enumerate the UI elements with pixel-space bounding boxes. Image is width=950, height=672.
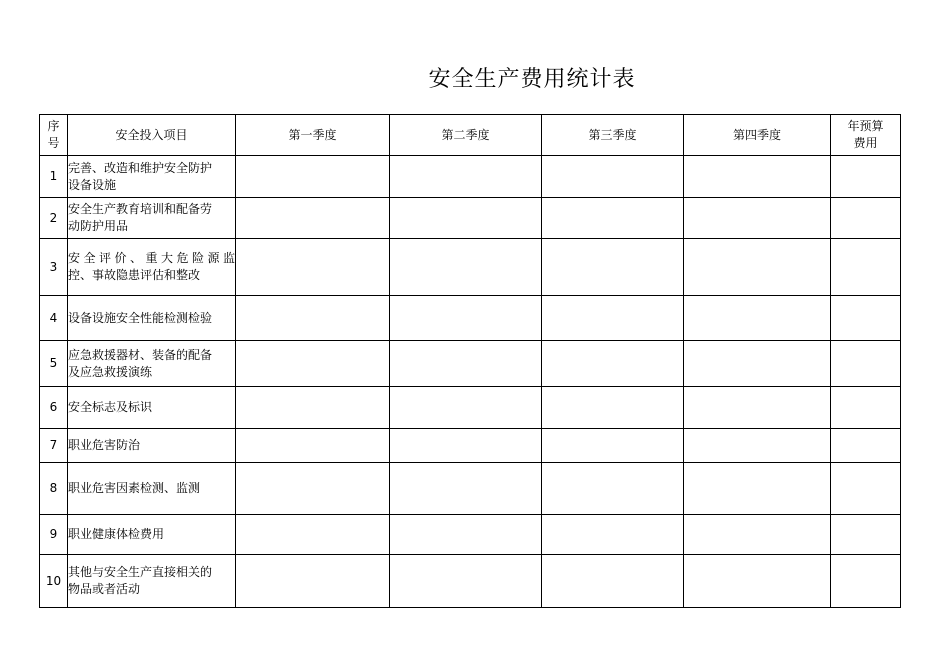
table-row: [40, 156, 901, 198]
header-annual-budget: [831, 115, 901, 156]
header-seq-line: 序: [47, 119, 60, 133]
cell-q4[interactable]: [684, 429, 831, 463]
cell-q1[interactable]: [236, 239, 390, 296]
cell-q4[interactable]: [684, 156, 831, 198]
cell-q2[interactable]: [390, 387, 542, 429]
cell-annual[interactable]: [831, 198, 901, 239]
header-annual-line: 年预算: [847, 119, 884, 133]
cell-q4[interactable]: [684, 387, 831, 429]
row-item-line: 应急救援器材、装备的配备: [68, 347, 213, 362]
cell-q2[interactable]: [390, 341, 542, 387]
cell-q1[interactable]: [236, 296, 390, 341]
cell-q1[interactable]: [236, 156, 390, 198]
row-seq: 8: [40, 463, 68, 515]
row-item: [68, 429, 236, 463]
cell-q4[interactable]: [684, 296, 831, 341]
table-header-row: [40, 115, 901, 156]
row-seq: 7: [40, 429, 68, 463]
header-q2: 第二季度: [390, 115, 542, 156]
cell-q1[interactable]: [236, 463, 390, 515]
cell-q2[interactable]: [390, 239, 542, 296]
cell-annual[interactable]: [831, 341, 901, 387]
header-seq: [40, 115, 68, 156]
header-item: 安全投入项目: [68, 115, 236, 156]
cost-statistics-table: [39, 114, 901, 608]
cell-q3[interactable]: [542, 515, 684, 555]
row-seq: 5: [40, 341, 68, 387]
cell-q1[interactable]: [236, 387, 390, 429]
row-item: [68, 296, 236, 341]
cell-q2[interactable]: [390, 555, 542, 608]
cell-q3[interactable]: [542, 463, 684, 515]
row-item-line: 控、事故隐患评估和整改: [68, 268, 201, 282]
page-title: 安全生产费用统计表: [428, 67, 636, 92]
table-row: [40, 239, 901, 296]
table-row: [40, 463, 901, 515]
cell-annual[interactable]: [831, 429, 901, 463]
cell-q3[interactable]: [542, 296, 684, 341]
row-item: [68, 515, 236, 555]
row-seq: 4: [40, 296, 68, 341]
row-item-line: 安全生产教育培训和配备劳: [68, 202, 213, 216]
row-item-line: 设备设施安全性能检测检验: [68, 310, 213, 325]
cell-annual[interactable]: [831, 156, 901, 198]
cell-q3[interactable]: [542, 239, 684, 296]
row-item: [68, 463, 236, 515]
row-item-line: 物品或者活动: [68, 582, 141, 596]
row-item-line: 设备设施: [68, 177, 117, 192]
cell-q4[interactable]: [684, 515, 831, 555]
cell-q2[interactable]: [390, 156, 542, 198]
row-item: [68, 156, 236, 198]
row-item-line: 其他与安全生产直接相关的: [68, 565, 213, 579]
row-item-line: 及应急救援演练: [68, 364, 153, 379]
header-q1: 第一季度: [236, 115, 390, 156]
row-item: [68, 198, 236, 239]
table-row: [40, 198, 901, 239]
cell-q2[interactable]: [390, 198, 542, 239]
header-annual-line: 费用: [853, 136, 878, 150]
cell-q3[interactable]: [542, 156, 684, 198]
row-seq: 9: [40, 515, 68, 555]
cell-q4[interactable]: [684, 239, 831, 296]
header-q3: 第三季度: [542, 115, 684, 156]
row-item: [68, 555, 236, 608]
table-row: [40, 296, 901, 341]
cell-q4[interactable]: [684, 198, 831, 239]
cell-q3[interactable]: [542, 341, 684, 387]
table-row: [40, 387, 901, 429]
row-seq: 2: [40, 198, 68, 239]
cell-q3[interactable]: [542, 387, 684, 429]
row-seq: 10: [40, 555, 68, 608]
row-seq: 6: [40, 387, 68, 429]
row-item-line: 职业健康体检费用: [68, 527, 165, 541]
row-item-line: 安全评价、重大危险源监: [68, 251, 235, 265]
row-item: [68, 239, 236, 296]
cell-q1[interactable]: [236, 515, 390, 555]
table-row: [40, 555, 901, 608]
cell-q1[interactable]: [236, 429, 390, 463]
table-row: [40, 515, 901, 555]
cell-q4[interactable]: [684, 555, 831, 608]
cell-annual[interactable]: [831, 463, 901, 515]
header-seq-line: 号: [47, 136, 60, 150]
row-item: [68, 341, 236, 387]
header-q4: 第四季度: [684, 115, 831, 156]
cell-q3[interactable]: [542, 429, 684, 463]
row-item-line: 动防护用品: [68, 219, 129, 233]
row-seq: 1: [40, 156, 68, 198]
row-item-line: 完善、改造和维护安全防护: [68, 160, 213, 175]
cell-q1[interactable]: [236, 198, 390, 239]
cell-q3[interactable]: [542, 555, 684, 608]
cell-annual[interactable]: [831, 515, 901, 555]
cell-q1[interactable]: [236, 341, 390, 387]
cell-annual[interactable]: [831, 296, 901, 341]
cell-annual[interactable]: [831, 239, 901, 296]
table-row: [40, 341, 901, 387]
table-row: [40, 429, 901, 463]
row-item-line: 职业危害防治: [68, 438, 141, 452]
cell-q4[interactable]: [684, 341, 831, 387]
cell-q1[interactable]: [236, 555, 390, 608]
cell-q2[interactable]: [390, 296, 542, 341]
row-seq: 3: [40, 239, 68, 296]
cell-annual[interactable]: [831, 555, 901, 608]
cell-q2[interactable]: [390, 429, 542, 463]
cell-q4[interactable]: [684, 463, 831, 515]
cell-q2[interactable]: [390, 515, 542, 555]
cell-annual[interactable]: [831, 387, 901, 429]
cell-q2[interactable]: [390, 463, 542, 515]
row-item-line: 安全标志及标识: [68, 400, 153, 414]
row-item-line: 职业危害因素检测、监测: [68, 481, 201, 495]
cell-q3[interactable]: [542, 198, 684, 239]
row-item: [68, 387, 236, 429]
